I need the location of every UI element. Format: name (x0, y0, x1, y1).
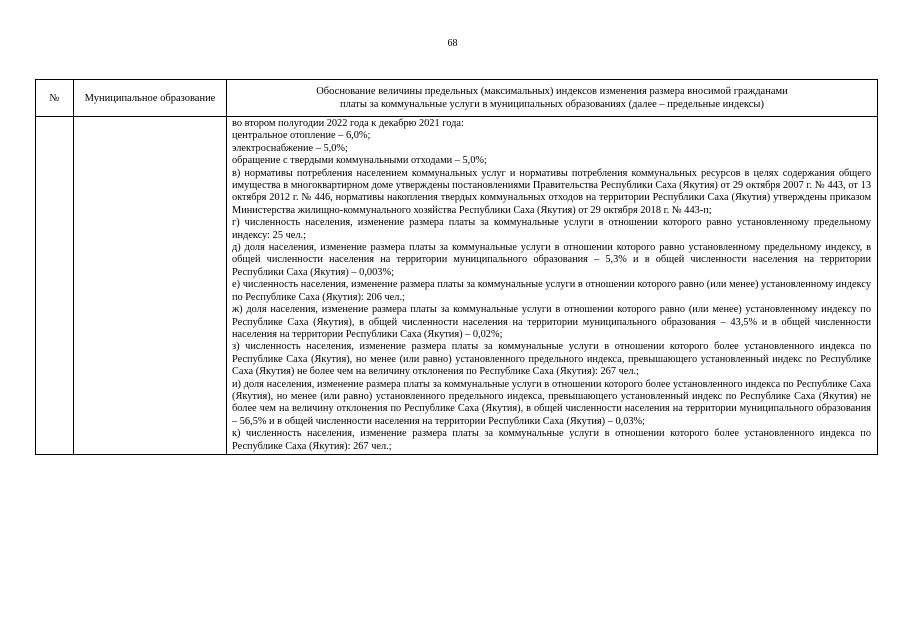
paragraph-i: и) доля населения, изменение размера платы за коммунальные услуги в отношении которого более установленного индекса по Республике Саха (Якутия), но менее (или равно) установленного предельного индекса, превышающего установленный индекс по Республике Саха (Якутия) не более чем на величину отклонения по Республике Саха (Якутия), в общей численности населения на территории муниципального образования – 56,5% и в общей численности населения на территории Республики Саха (Якутия) – 0,03%; (232, 378, 871, 427)
header-number: № (36, 80, 74, 117)
paragraph-electricity: электроснабжение – 5,0%; (232, 142, 348, 154)
header-justification (227, 80, 878, 117)
row-number-cell (36, 117, 74, 455)
justification-table (35, 79, 878, 455)
page-number: 68 (447, 38, 458, 49)
header-justification-line-1: Обоснование величины предельных (максимальных) индексов изменения размера вносимой гражданами (316, 86, 788, 97)
header-municipality: Муниципальное образование (74, 80, 227, 117)
table-header-row (36, 80, 878, 117)
paragraph-k: к) численность населения, изменение размера платы за коммунальные услуги в отношении которого более установленного индекса по Республике Саха (Якутия): 267 чел.; (232, 428, 871, 452)
paragraph-v: в) нормативы потребления населением коммунальных услуг и нормативы потребления коммунальных ресурсов в целях содержания общего имущества в многоквартирном доме утверждены постановлениями Правительства Республики Саха (Якутия) от 29 октября 2007 г. № 443, от 13 октября 2012 г. № 446, нормативы накопления твердых коммунальных отходов на территории Республики Саха (Якутия) утверждены приказом Министерства жилищно-коммунального хозяйства Республики Саха (Якутия) от 29 октября 2018 г. № 443-п; (232, 167, 871, 216)
paragraph-d: д) доля населения, изменение размера платы за коммунальные услуги в отношении которого равно установленному предельному индексу, в общей численности населения на территории муниципального образования – 5,3% и в общей численности населения на территории Республики Саха (Якутия) – 0,003%; (232, 242, 871, 278)
paragraph-period: во втором полугодии 2022 года к декабрю 2021 года: (232, 118, 464, 129)
paragraph-heating: центральное отопление – 6,0%; (232, 130, 371, 142)
paragraph-waste: обращение с твердыми коммунальными отходами – 5,0%; (232, 155, 487, 167)
row-municipality-cell (74, 117, 227, 455)
header-justification-line-2: платы за коммунальные услуги в муниципальных образованиях (далее – предельные индексы) (340, 99, 764, 110)
paragraph-g: г) численность населения, изменение размера платы за коммунальные услуги в отношении которого равно установленному предельному индексу: 25 чел.; (232, 217, 871, 241)
table-row (36, 117, 878, 455)
paragraph-e: е) численность населения, изменение размера платы за коммунальные услуги в отношении которого равно (или менее) установленному индексу по Республике Саха (Якутия): 206 чел.; (232, 279, 871, 303)
paragraph-zh: ж) доля населения, изменение размера платы за коммунальные услуги в отношении которого равно (или менее) установленному индексу по Республике Саха (Якутия), в общей численности населения на территории муниципального образования – 43,5% и в общей численности населения на территории Республики Саха (Якутия) – 0,02%; (232, 304, 871, 340)
paragraph-z: з) численность населения, изменение размера платы за коммунальные услуги в отношении которого более установленного индекса по Республике Саха (Якутия), но менее (или равно) установленного предельного индекса, превышающего установленный индекс по Республике Саха (Якутия) не более чем на величину отклонения по Республике Саха (Якутия): 267 чел.; (232, 341, 871, 378)
row-justification-cell (227, 117, 878, 455)
